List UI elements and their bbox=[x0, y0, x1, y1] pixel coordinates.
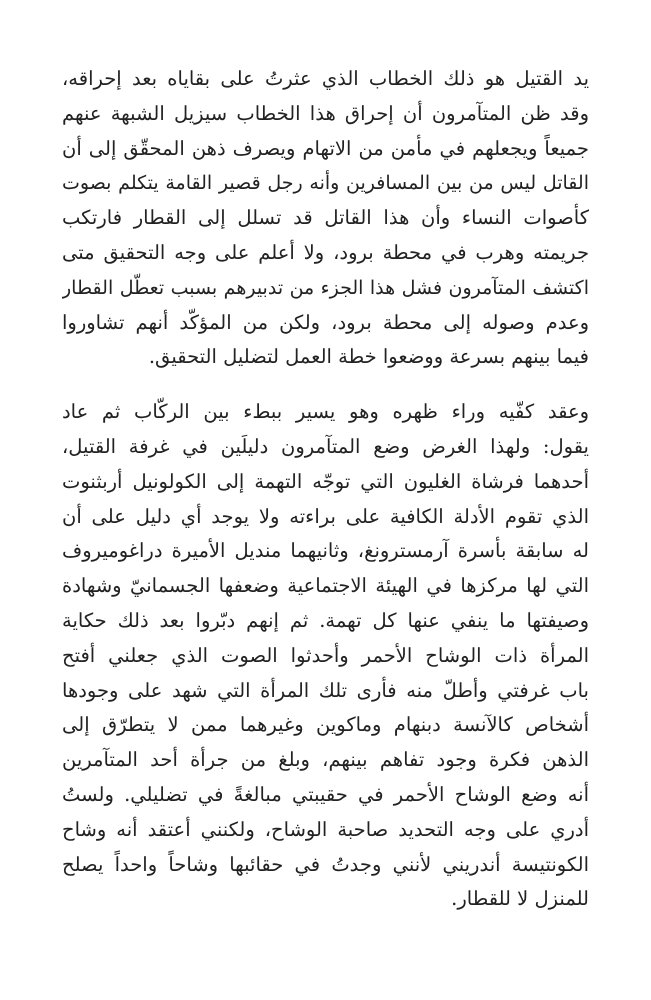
text-line: المرأة ذات الوشاح الأحمر وأحدثوا الصوت الذي جعلني أفتح bbox=[62, 643, 589, 667]
text-line: للمنزل لا للقطار. bbox=[451, 887, 589, 911]
text-line: التي لها مركزها في الهيئة الاجتماعية وضعفها الجسمانيّ وشهادة bbox=[62, 574, 589, 598]
text-line: الذي تقوم الأدلة الكافية على براءته ولا يوجد أي دليل على أن bbox=[62, 504, 589, 528]
text-line: كأصوات النساء وأن هذا القاتل قد تسلل إلى القطار فارتكب bbox=[62, 206, 589, 230]
text-line: الذهن فكرة وجود تفاهم بينهم، وبلغ من جرأة أحد المتآمرين bbox=[62, 748, 589, 772]
text-line: وقد ظن المتآمرون أن إحراق هذا الخطاب سيزيل الشبهة عنهم bbox=[62, 101, 589, 125]
text-line: اكتشف المتآمرون فشل هذا الجزء من تدبيرهم بسبب تعطّل القطار bbox=[62, 276, 589, 299]
text-line: جميعاً ويجعلهم في مأمن من الاتهام ويصرف ذهن المحقّق إلى أن bbox=[62, 136, 589, 160]
paragraph-2 bbox=[62, 395, 589, 917]
text-line: وصيفتها ما ينفي عنها كل تهمة. ثم إنهم دبّروا بعد ذلك حكاية bbox=[62, 608, 589, 632]
text-line: وعقد كفّيه وراء ظهره وهو يسير ببطء بين الركّاب ثم عاد bbox=[62, 400, 589, 424]
text-line: أشخاص كالآنسة دبنهام وماكوين وغيرهما ممن لا يتطرّق إلى bbox=[62, 713, 589, 737]
text-line: له سابقة بأسرة آرمسترونغ، وثانيهما منديل الأميرة دراغوميروف bbox=[62, 539, 589, 563]
text-line: الكونتيسة أندريني لأنني وجدتُ في حقائبها وشاحاً واحداً يصلح bbox=[62, 852, 589, 876]
text-line: جريمته وهرب في محطة برود، ولا أعلم على وجه التحقيق متى bbox=[62, 240, 589, 264]
text-line: أحدهما فرشاة الغليون التي توجّه التهمة إلى الكولونيل أربثنوت bbox=[62, 469, 589, 493]
text-line: أدري على وجه التحديد صاحبة الوشاح، ولكنني أعتقد أنه وشاح bbox=[62, 817, 589, 841]
paragraph-1 bbox=[62, 62, 589, 375]
text-line: أنه وضع الوشاح الأحمر في حقيبتي مبالغةً في تضليلي. ولستُ bbox=[62, 782, 589, 806]
text-line: يقول: ولهذا الغرض وضع المتآمرون دليلَين في غرفة القتيل، bbox=[62, 434, 589, 458]
text-line: القاتل ليس من بين المسافرين وأنه رجل قصير القامة يتكلم بصوت bbox=[62, 172, 589, 195]
text-line: يد القتيل هو ذلك الخطاب الذي عثرتُ على بقاياه بعد إحراقه، bbox=[62, 67, 589, 90]
text-line: وعدم وصوله إلى محطة برود، ولكن من المؤكّد أنهم تشاوروا bbox=[62, 310, 589, 334]
text-line: فيما بينهم بسرعة ووضعوا خطة العمل لتضليل التحقيق. bbox=[148, 345, 589, 369]
text-line: باب غرفتي وأطلّ منه فأرى تلك المرأة التي شهد على وجودها bbox=[62, 678, 589, 702]
